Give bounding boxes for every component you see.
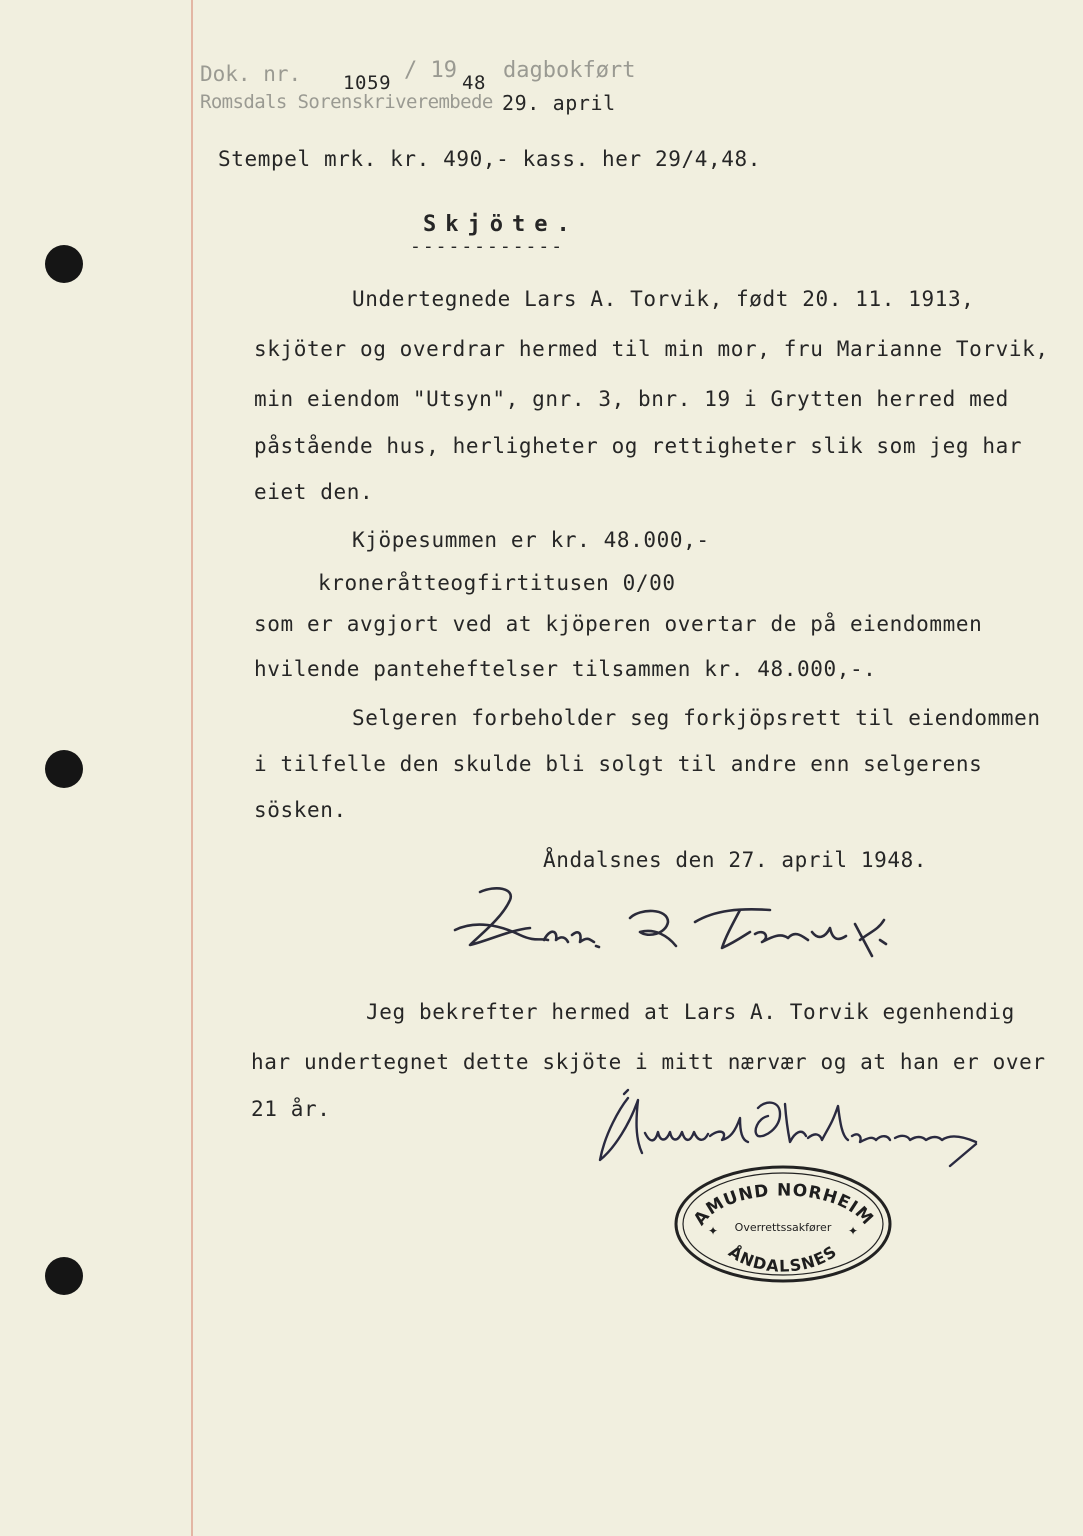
price-words: kroneråtteogfirtitusen 0/00 (318, 571, 676, 595)
seal-star: ✦ (708, 1224, 719, 1238)
body-line: eiet den. (254, 480, 374, 504)
body-line: i tilfelle den skulde bli solgt til andre enn selgerens (254, 752, 983, 776)
body-line: min eiendom "Utsyn", gnr. 3, bnr. 19 i Grytten herred med (254, 387, 1009, 411)
place-date: Åndalsnes den 27. april 1948. (543, 848, 928, 872)
body-line: påstående hus, herligheter og rettigheter slik som jeg har (254, 434, 1023, 458)
witness-line: har undertegnet dette skjöte i mitt nærvær og at han er over (251, 1050, 1046, 1074)
office-name: Romsdals Sorenskriverembede (200, 91, 493, 113)
seal-name: AMUND NORHEIM (689, 1180, 878, 1230)
seller-signature (440, 880, 940, 970)
register-prefix: Dok. nr. (200, 62, 302, 86)
seal-star: ✦ (848, 1224, 859, 1238)
punch-hole (45, 245, 83, 283)
year-suffix: 48 (462, 72, 487, 94)
margin-rule (191, 0, 193, 1536)
register-label: dagbokført (503, 58, 636, 83)
punch-hole (45, 750, 83, 788)
title-underline: ------------ (410, 236, 565, 257)
witness-line: Jeg bekrefter hermed at Lars A. Torvik egenhendig (366, 1000, 1015, 1024)
body-line: skjöter og overdrar hermed til min mor, fru Marianne Torvik, (254, 337, 1049, 361)
seal-town: ÅNDALSNES (725, 1241, 841, 1276)
official-seal (672, 1163, 894, 1285)
body-line: Undertegnede Lars A. Torvik, født 20. 11. 1913, (352, 287, 975, 311)
witness-line: 21 år. (251, 1097, 331, 1121)
stamp-duty-line: Stempel mrk. kr. 490,- kass. her 29/4,48. (218, 147, 761, 171)
body-line: hvilende panteheftelser tilsammen kr. 48.000,-. (254, 657, 877, 681)
seal-title: Overrettssakfører (734, 1221, 832, 1234)
year-prefix: / 19 (404, 58, 457, 83)
body-line: Selgeren forbeholder seg forkjöpsrett til eiendommen (352, 706, 1041, 730)
punch-hole (45, 1257, 83, 1295)
document-title: Skjöte. (423, 212, 579, 237)
doc-number: 1059 (343, 72, 392, 94)
received-date: 29. april (502, 91, 616, 115)
body-line: sösken. (254, 798, 347, 822)
price-line: Kjöpesummen er kr. 48.000,- (352, 528, 710, 552)
body-line: som er avgjort ved at kjöperen overtar de på eiendommen (254, 612, 983, 636)
witness-signature (590, 1088, 990, 1168)
